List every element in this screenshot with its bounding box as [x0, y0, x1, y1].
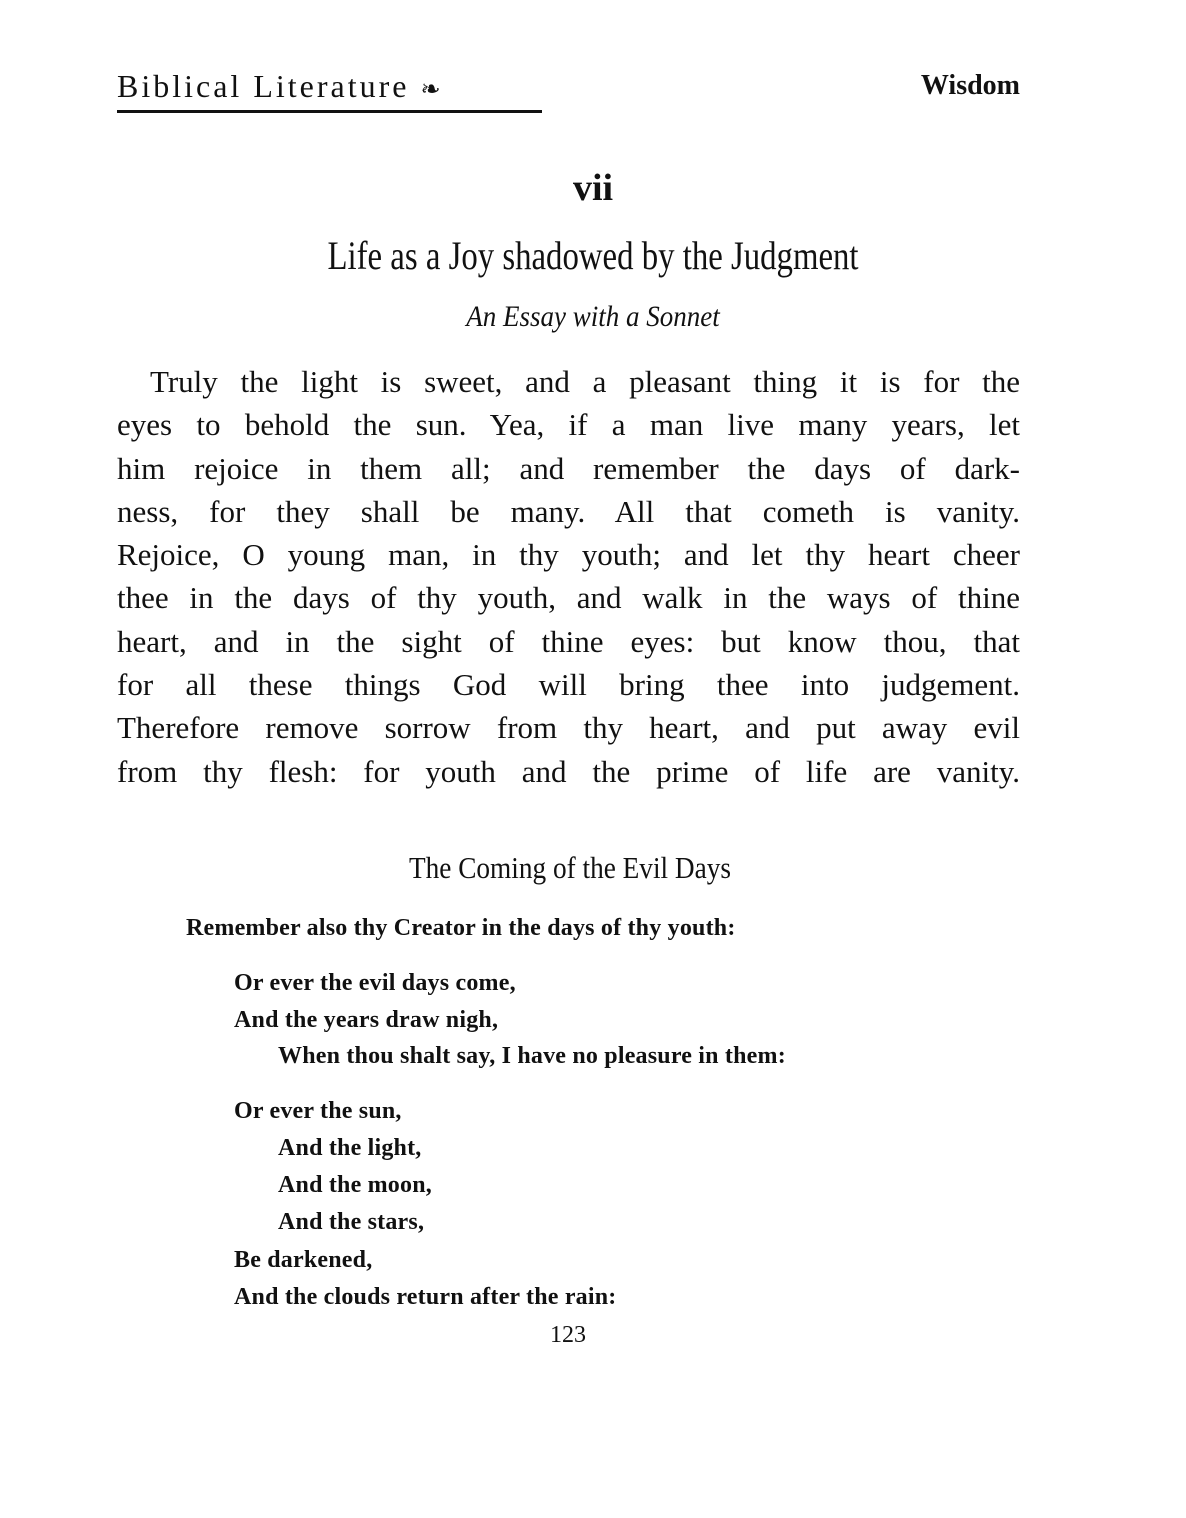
running-head-left [117, 66, 441, 110]
essay-line: Rejoice, O young man, in thy youth; and let thy heart cheer [117, 537, 1020, 573]
poem-line: Or ever the evil days come, [234, 970, 516, 996]
running-head-right: Wisdom [920, 70, 1020, 101]
essay-line: Truly the light is sweet, and a pleasant thing it is for the [150, 364, 1020, 399]
chapter-number: vii [572, 167, 614, 209]
poem-line: Remember also thy Creator in the days of thy youth: [186, 915, 736, 941]
poem-line: And the light, [278, 1135, 422, 1161]
essay-line: him rejoice in them all; and remember the days of dark- [117, 450, 1020, 486]
page-number: 123 [550, 1322, 586, 1348]
essay-line: from thy flesh: for youth and the prime of life are vanity. [117, 753, 1020, 789]
poem-title: The Coming of the Evil Days [408, 850, 731, 885]
essay-line: for all these things God will bring thee into judgement. [117, 667, 1020, 703]
poem-line: Or ever the sun, [234, 1098, 402, 1124]
running-head-title: Biblical Literature [117, 68, 410, 104]
chapter-subtitle: An Essay with a Sonnet [466, 300, 720, 333]
essay-line: Therefore remove sorrow from thy heart, and put away evil [117, 710, 1020, 746]
poem-line: And the years draw nigh, [234, 1007, 499, 1033]
essay-line: thee in the days of thy youth, and walk in the ways of thine [117, 580, 1020, 616]
poem-line: And the moon, [278, 1172, 432, 1198]
fleuron-icon: ❧ [420, 77, 441, 103]
poem-line: And the stars, [278, 1209, 425, 1235]
poem-line: Be darkened, [234, 1247, 373, 1273]
poem-line: When thou shalt say, I have no pleasure in them: [278, 1043, 786, 1069]
essay-line: heart, and in the sight of thine eyes: but know thou, that [117, 623, 1020, 659]
essay-paragraph [117, 360, 1020, 793]
essay-line: eyes to behold the sun. Yea, if a man live many years, let [117, 407, 1020, 443]
essay-line: ness, for they shall be many. All that cometh is vanity. [117, 493, 1020, 529]
running-head-rule [117, 110, 542, 113]
poem-line: And the clouds return after the rain: [234, 1284, 617, 1310]
chapter-title: Life as a Joy shadowed by the Judgment [327, 233, 859, 278]
